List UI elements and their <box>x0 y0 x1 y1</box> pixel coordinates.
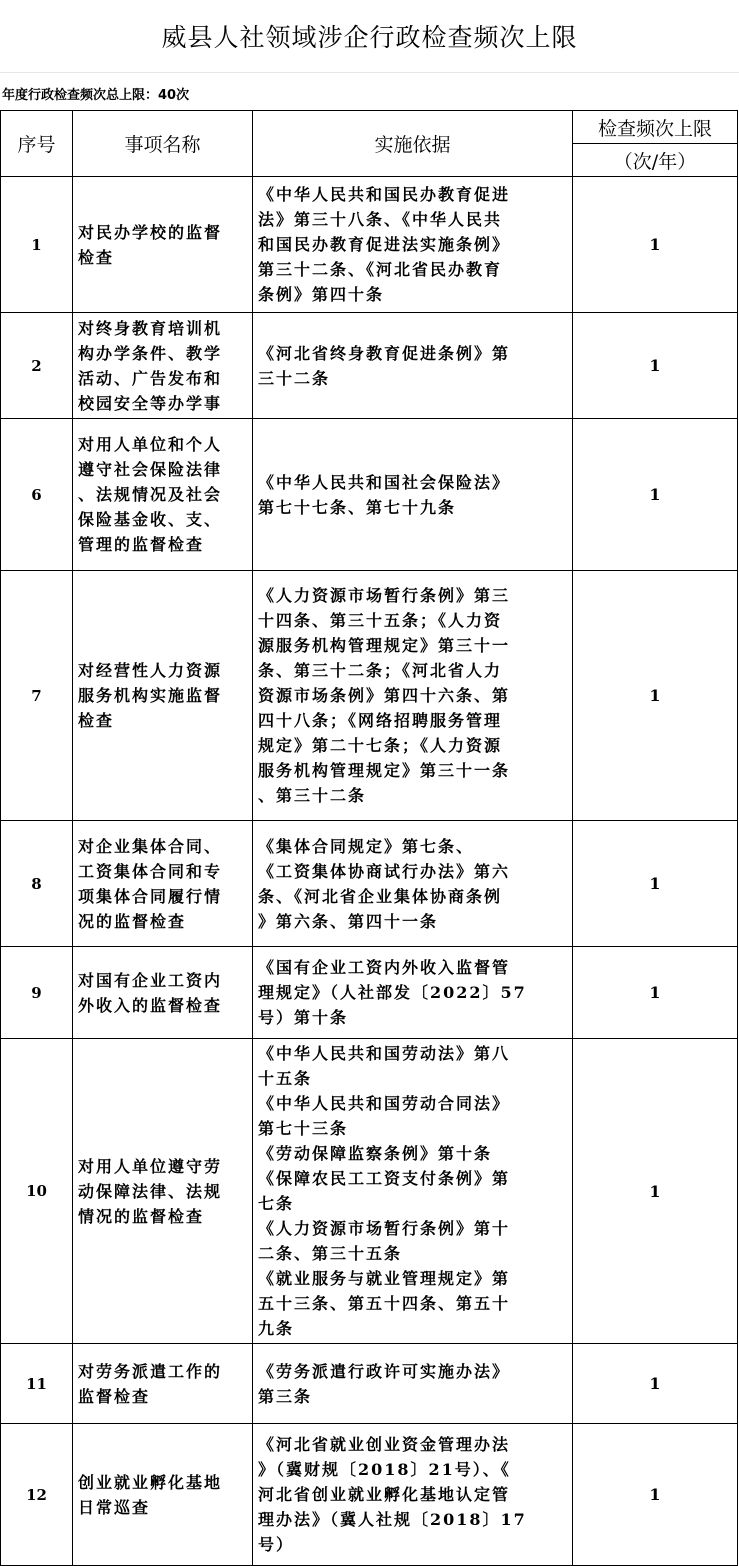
table-row <box>1 571 738 821</box>
inspection-table <box>0 110 738 1566</box>
row-seq: 6 <box>1 419 73 571</box>
header-freq-unit: （次/年） <box>573 144 738 177</box>
row-name: 对终身教育培训机 构办学条件、教学 活动、广告发布和 校园安全等办学事 <box>73 313 253 419</box>
table-row <box>1 947 738 1039</box>
row-basis: 《中华人民共和国社会保险法》 第七十七条、第七十九条 <box>253 419 573 571</box>
table-row <box>1 1344 738 1424</box>
row-seq: 2 <box>1 313 73 419</box>
row-seq: 1 <box>1 177 73 313</box>
row-basis: 《人力资源市场暂行条例》第三 十四条、第三十五条；《人力资 源服务机构管理规定》第三十一 条、第三十二条；《河北省人力 资源市场条例》第四十六条、第 四十八条；《网络招聘服务管理 规定》第二十七条；《人力资源 服务机构管理规定》第三十一条 、第三十二条 <box>253 571 573 821</box>
header-freq: 检查频次上限 <box>573 111 738 144</box>
row-basis: 《河北省就业创业资金管理办法 》（冀财规〔2018〕21号）、《 河北省创业就业孵化基地认定管 理办法》（冀人社规〔2018〕17 号） <box>253 1424 573 1566</box>
row-seq: 8 <box>1 821 73 947</box>
row-freq: 1 <box>573 821 738 947</box>
row-basis: 《中华人民共和国劳动法》第八 十五条 《中华人民共和国劳动合同法》 第七十三条 《劳动保障监察条例》第十条 《保障农民工工资支付条例》第 七条 《人力资源市场暂行条例》第十 二条、第三十五条 《就业服务与就业管理规定》第 五十三条、第五十四条、第五十 九条 <box>253 1039 573 1344</box>
table-row <box>1 313 738 419</box>
row-basis: 《国有企业工资内外收入监督管 理规定》（人社部发〔2022〕57 号）第十条 <box>253 947 573 1039</box>
row-freq: 1 <box>573 1344 738 1424</box>
row-seq: 11 <box>1 1344 73 1424</box>
row-freq: 1 <box>573 571 738 821</box>
row-basis: 《集体合同规定》第七条、 《工资集体协商试行办法》第六 条、《河北省企业集体协商条例 》第六条、第四十一条 <box>253 821 573 947</box>
table-row <box>1 419 738 571</box>
page-title: 威县人社领域涉企行政检查频次上限 <box>0 0 739 73</box>
table-row <box>1 177 738 313</box>
row-name: 对经营性人力资源 服务机构实施监督 检查 <box>73 571 253 821</box>
row-freq: 1 <box>573 177 738 313</box>
row-basis: 《劳务派遣行政许可实施办法》 第三条 <box>253 1344 573 1424</box>
row-seq: 7 <box>1 571 73 821</box>
header-name: 事项名称 <box>73 111 253 177</box>
table-row <box>1 1039 738 1344</box>
row-freq: 1 <box>573 419 738 571</box>
row-freq: 1 <box>573 313 738 419</box>
row-freq: 1 <box>573 947 738 1039</box>
total-limit-text: 年度行政检查频次总上限：40次 <box>2 88 190 103</box>
row-seq: 10 <box>1 1039 73 1344</box>
table-row <box>1 1424 738 1566</box>
row-seq: 12 <box>1 1424 73 1566</box>
row-basis: 《中华人民共和国民办教育促进 法》第三十八条、《中华人民共 和国民办教育促进法实施条例》 第三十二条、《河北省民办教育 条例》第四十条 <box>253 177 573 313</box>
row-name: 对用人单位和个人 遵守社会保险法律 、法规情况及社会 保险基金收、支、 管理的监督检查 <box>73 419 253 571</box>
row-name: 对用人单位遵守劳 动保障法律、法规 情况的监督检查 <box>73 1039 253 1344</box>
row-seq: 9 <box>1 947 73 1039</box>
row-name: 对企业集体合同、 工资集体合同和专 项集体合同履行情 况的监督检查 <box>73 821 253 947</box>
row-name: 对国有企业工资内 外收入的监督检查 <box>73 947 253 1039</box>
table-row <box>1 821 738 947</box>
header-seq: 序号 <box>1 111 73 177</box>
header-basis: 实施依据 <box>253 111 573 177</box>
row-name: 对民办学校的监督 检查 <box>73 177 253 313</box>
row-freq: 1 <box>573 1424 738 1566</box>
row-name: 对劳务派遣工作的 监督检查 <box>73 1344 253 1424</box>
row-basis: 《河北省终身教育促进条例》第 三十二条 <box>253 313 573 419</box>
row-freq: 1 <box>573 1039 738 1344</box>
row-name: 创业就业孵化基地 日常巡查 <box>73 1424 253 1566</box>
